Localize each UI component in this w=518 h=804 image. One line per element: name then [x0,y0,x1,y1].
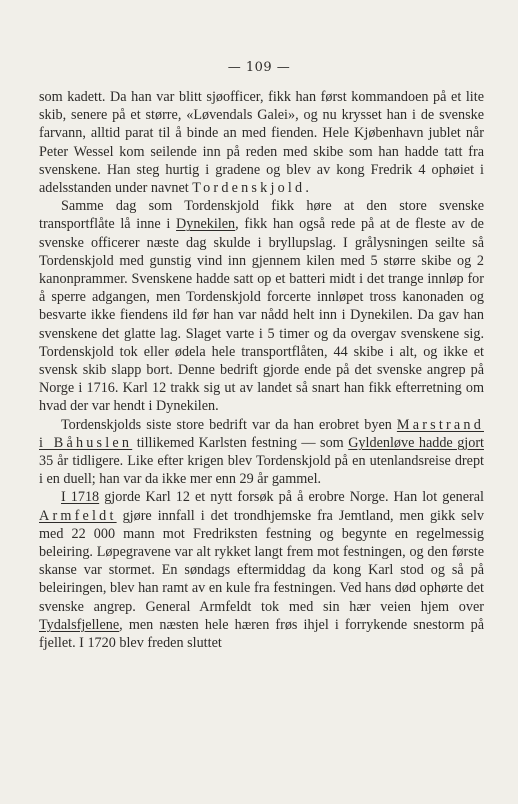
text-segment: gjøre innfall i det trondhjemske fra Jemtland, men gikk selv med 22 000 mann mot Fredriksten festning og begynte en regelmessig beleiring. Løpegravene var alt rykket langt frem mot festningen, og den første skanse var stormet. En søndags eftermiddag da kong Karl stod og så på beleiringen, blev han ramt av en kule fra festningen. Ved hans død ophørte det svenske angrep. General Armfeldt tok med sin hær veien hjem over [39,507,484,615]
text-segment: tillikemed Karlsten festning — som [132,434,349,451]
text-segment: , men næsten hele hæren frøs ihjel i forrykende snestorm på fjellet. I 1720 blev freden sluttet [39,616,484,652]
text-segment: I 1718 [61,489,100,506]
page-number: — 109 — [227,60,291,75]
text-segment: 35 år tidligere. Like efter krigen blev Tordenskjold på en utenlandsreise drept i en duell; han var da ikke mer enn 29 år gammel. [39,453,484,488]
body-text [39,88,484,652]
text-segment: Marstrand i Båhuslen [39,416,484,451]
text-segment: Dynekilen [176,216,236,233]
text-segment: Tordenskjolds siste store bedrift var da han erobret byen [61,416,397,433]
text-segment: , fikk han også rede på at de fleste av de svenske officerer næste dag skulde i bryllupslag. I grålysningen seilte så Tordenskjold med gunstig vind inn gjennem kilen med 5 større skibe og 2 kanonprammer. Svenskene hadde satt op et batteri midt i det trange innløp for å sperre adgangen, men Tordenskjold forcerte innløpet tross kanonaden og besvarte ikke fiendens ild før han var nådd helt inn i Dynekilen. Da gav han svenskene det glatte lag. Slaget varte i 5 timer og da overgav svenskene sig. Tordenskjold tok eller ødela hele transportflåten, 44 skibe i alt, og ikke et svensk skib slapp bort. Denne bedrift gjorde ende på det svenske angrep på Norge i 1716. Karl 12 trakk sig ut av landet så snart han fikk efterretning om hvad der var hendt i Dynekilen. [39,216,484,415]
text-segment: Tordenskjold [192,180,306,197]
text-segment: . [305,180,309,197]
paragraph [39,488,484,652]
paragraph [39,416,484,489]
paragraph [39,88,484,197]
text-segment: gjorde Karl 12 et nytt forsøk på å erobre Norge. Han lot general [99,489,484,506]
text-segment: Samme dag som Tordenskjold fikk høre at den store svenske transportflåte lå inne i [39,198,484,233]
text-segment: Gyldenløve hadde gjort [348,434,484,451]
text-segment: Tydalsfjellene [39,616,120,633]
paragraph [39,197,484,415]
text-segment: som kadett. Da han var blitt sjøofficer, fikk han først kommandoen på et lite skib, senere på et større, «Løvendals Galei», og nu krysset han i de svenske farvann, alltid parat til å binde an med fienden. Hele Kjøbenhavn jublet når Peter Wessel kom seilende inn på reden med skibe som han hadde tatt fra svenskene. Han steg hurtig i gradene og blev av kong Fredrik 4 ophøiet i adelsstanden under navnet [39,89,484,197]
text-segment: Armfeldt [39,507,117,524]
